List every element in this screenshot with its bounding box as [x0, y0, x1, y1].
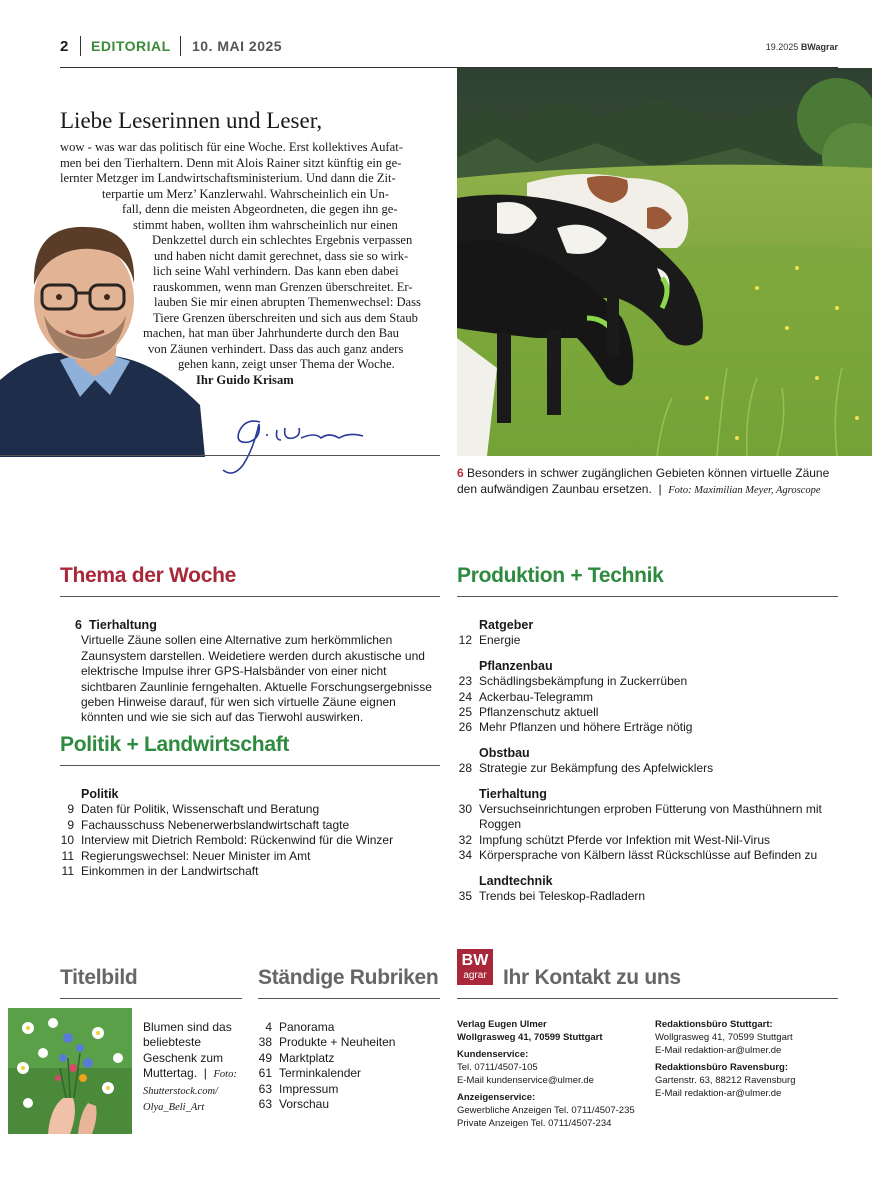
- rubriken-list: [250, 1020, 440, 1112]
- toc-page: 34: [458, 848, 472, 863]
- produktion-list: [450, 618, 840, 905]
- toc-page: 9: [67, 802, 74, 817]
- caption-number: 6: [457, 466, 464, 480]
- produktion-category: Pflanzenbau: [479, 658, 553, 673]
- toc-title: Fachausschuss Nebenerwerbslandwirtschaft tagte: [81, 817, 350, 832]
- kontakt-redaktion: [655, 1018, 840, 1100]
- toc-page: 24: [458, 689, 472, 704]
- toc-page: 11: [61, 848, 74, 863]
- toc-page: 61: [258, 1066, 272, 1081]
- toc-title: Ackerbau-Telegramm: [479, 689, 594, 704]
- toc-item[interactable]: [450, 690, 840, 705]
- editorial-line: lich seine Wahl verhindern. Das kann eben dabei: [153, 264, 399, 278]
- toc-title: Daten für Politik, Wissenschaft und Beratung: [81, 802, 320, 817]
- thema-description: Virtuelle Zäune sollen eine Alternative zum herkömmlichen Zaunsystem darstellen. Weidetiere werden durch akustische und elektrische Impulse ihrer GPS-Halsbänder von einer nicht sichtbaren Zaunlinie ferngehalten. Aktuelle Forschungsergebnisse geben Hinweise darauf, für wen sich virtuelle Zäune eignen könnten und wie sie sich auf das Tierwohl auswirken.: [81, 633, 432, 725]
- toc-item[interactable]: [250, 1020, 440, 1035]
- toc-page: 4: [265, 1020, 272, 1034]
- toc-page: 63: [258, 1097, 272, 1112]
- editorial-signoff: Ihr Guido Krisam: [196, 372, 294, 387]
- toc-page: 10: [60, 833, 74, 848]
- editorial-text: [60, 140, 438, 388]
- toc-title: Interview mit Dietrich Rembold: Rückenwind für die Winzer: [81, 833, 394, 848]
- produktion-category: Ratgeber: [479, 618, 534, 632]
- caption-credit: Foto: Maximilian Meyer, Agroscope: [668, 485, 821, 496]
- toc-item[interactable]: [60, 864, 440, 879]
- ravensburg-label: Redaktionsbüro Ravensburg:: [655, 1062, 789, 1073]
- publisher-address: Wollgrasweg 41, 70599 Stuttgart: [457, 1032, 603, 1043]
- titelbild-heading: Titelbild: [60, 966, 242, 999]
- thema-heading: Thema der Woche: [60, 564, 440, 597]
- toc-page: 30: [458, 802, 472, 817]
- cover-photo-cows: [457, 68, 872, 456]
- anzeigen-label: Anzeigenservice:: [457, 1092, 536, 1103]
- rubriken-heading: Ständige Rubriken: [258, 966, 440, 999]
- section-label: EDITORIAL: [91, 38, 171, 54]
- toc-title: Energie: [479, 633, 521, 648]
- toc-title: Pflanzenschutz aktuell: [479, 705, 599, 720]
- caption-text: Besonders in schwer zugänglichen Gebieten können virtuelle Zäune den aufwändigen Zaunbau ersetzen.: [457, 466, 830, 496]
- header-divider: [80, 36, 81, 56]
- toc-item[interactable]: [250, 1035, 440, 1050]
- photo-caption: 6 Besonders in schwer zugänglichen Gebieten können virtuelle Zäune den aufwändigen Zaunbau ersetzen. | Foto: Maximilian Meyer, Agroscope: [457, 466, 830, 496]
- anzeigen-privat[interactable]: Private Anzeigen Tel. 0711/4507-234: [457, 1118, 612, 1129]
- stuttgart-mail[interactable]: E-Mail redaktion-ar@ulmer.de: [655, 1045, 782, 1056]
- toc-title: Vorschau: [279, 1097, 330, 1112]
- editorial-line: lauben Sie mir einen abrupten Themenwechsel: Dass: [154, 295, 421, 309]
- editorial-title: Liebe Leserinnen und Leser,: [60, 108, 323, 133]
- editorial-line: lernter Metzger im Landwirtschaftsministerium. Und dann die Zit-: [60, 171, 396, 185]
- thema-title: Tierhaltung: [89, 618, 157, 632]
- toc-item[interactable]: [450, 761, 840, 776]
- editorial-line: wow - was war das politisch für eine Woche. Erst kollektives Aufat-: [60, 140, 403, 154]
- editorial-line: fall, denn die meisten Abgeordneten, die gegen ihn ge-: [122, 202, 398, 216]
- toc-title: Strategie zur Bekämpfung des Apfelwicklers: [479, 761, 714, 776]
- page-header: [60, 36, 838, 68]
- editorial-line: gehen kann, zeigt unser Thema der Woche.: [178, 357, 395, 371]
- logo-subtext: agrar: [463, 970, 487, 981]
- toc-item[interactable]: [250, 1051, 440, 1066]
- editorial-line: Denkzettel durch ein schlechtes Ergebnis verpassen: [152, 233, 413, 247]
- ravensburg-address: Gartenstr. 63, 88212 Ravensburg: [655, 1075, 796, 1086]
- ravensburg-mail[interactable]: E-Mail redaktion-ar@ulmer.de: [655, 1088, 782, 1099]
- stuttgart-label: Redaktionsbüro Stuttgart:: [655, 1019, 773, 1030]
- toc-title: Marktplatz: [279, 1050, 335, 1065]
- author-signature: [215, 410, 375, 480]
- editorial-line: rauskommen, wenn man Grenzen überschreitet. Er-: [153, 279, 413, 294]
- toc-item[interactable]: [250, 1082, 440, 1097]
- produktion-heading: Produktion + Technik: [457, 564, 838, 597]
- toc-page: 38: [258, 1035, 272, 1050]
- editorial-divider: [0, 455, 440, 456]
- publisher-name: Verlag Eugen Ulmer: [457, 1019, 547, 1030]
- titelbild-credit: Foto: Shutterstock.com/ Olya_Beli_Art: [143, 1069, 237, 1114]
- toc-title: Produkte + Neuheiten: [279, 1035, 396, 1050]
- issue-info: [766, 42, 838, 52]
- toc-title: Regierungswechsel: Neuer Minister im Amt: [81, 848, 311, 863]
- toc-page: 12: [458, 633, 472, 648]
- toc-item[interactable]: [60, 802, 440, 817]
- toc-page: 35: [458, 889, 472, 904]
- toc-title: Mehr Pflanzen und höhere Erträge nötig: [479, 720, 693, 735]
- toc-title: Impressum: [279, 1081, 339, 1096]
- logo-text: BW: [461, 952, 489, 969]
- toc-page: 11: [61, 864, 74, 879]
- toc-item[interactable]: [250, 1066, 440, 1081]
- toc-page: 28: [458, 761, 472, 776]
- toc-item[interactable]: [450, 848, 840, 863]
- produktion-category: Tierhaltung: [479, 786, 547, 801]
- page-number: 2: [60, 38, 69, 55]
- brand-name: BWagrar: [800, 42, 838, 52]
- anzeigen-gewerblich[interactable]: Gewerbliche Anzeigen Tel. 0711/4507-235: [457, 1105, 635, 1116]
- editorial-line: stimmt haben, wollten ihm wahrscheinlich nur einen: [133, 217, 398, 232]
- politik-category: Politik: [81, 787, 119, 801]
- editorial-line: terpartie um Merz’ Kanzlerwahl. Wahrscheinlich ein Un-: [102, 186, 390, 201]
- cover-image-flowers: [8, 1008, 132, 1134]
- header-divider: [180, 36, 181, 56]
- toc-item[interactable]: [60, 818, 440, 833]
- kundenservice-label: Kundenservice:: [457, 1049, 529, 1060]
- politik-list: [60, 787, 440, 879]
- kundenservice-mail[interactable]: E-Mail kundenservice@ulmer.de: [457, 1075, 594, 1086]
- toc-title: Schädlingsbekämpfung in Zuckerrüben: [479, 674, 688, 689]
- titelbild-text: Blumen sind das beliebteste Geschenk zum Muttertag.: [143, 1020, 232, 1081]
- toc-title: Terminkalender: [279, 1066, 362, 1081]
- issue-date: 10. MAI 2025: [192, 38, 283, 54]
- toc-title: Einkommen in der Landwirtschaft: [81, 864, 259, 879]
- toc-page: 32: [458, 832, 472, 847]
- editorial-line: men bei den Tierhaltern. Denn mit Alois Rainer sitzt künftig ein ge-: [60, 155, 402, 170]
- toc-item[interactable]: [60, 849, 440, 864]
- editorial-line: Tiere Grenzen überschreiten und sich aus dem Staub: [153, 310, 418, 325]
- editorial-line: und haben nicht damit gerechnet, dass sie so wirk-: [154, 248, 409, 263]
- toc-page: 23: [458, 674, 472, 689]
- produktion-category: Obstbau: [479, 745, 530, 760]
- toc-item[interactable]: [250, 1097, 440, 1112]
- toc-item[interactable]: [450, 833, 840, 848]
- toc-page: 26: [458, 720, 472, 735]
- toc-item[interactable]: [450, 705, 840, 720]
- toc-title: Körpersprache von Kälbern lässt Rückschlüsse auf Befinden zu: [479, 848, 818, 863]
- toc-title: Panorama: [279, 1020, 335, 1034]
- toc-item[interactable]: [450, 889, 840, 904]
- toc-page: 49: [258, 1050, 272, 1065]
- toc-title: Versuchseinrichtungen erproben Fütterung von Masthühnern mit Roggen: [479, 802, 822, 832]
- toc-title: Impfung schützt Pferde vor Infektion mit West-Nil-Virus: [479, 832, 770, 847]
- politik-heading: Politik + Landwirtschaft: [60, 733, 440, 766]
- toc-title: Trends bei Teleskop-Radladern: [479, 889, 646, 904]
- editorial-line: von Zäunen verhindert. Dass das auch ganz anders: [148, 341, 404, 356]
- stuttgart-address: Wollgrasweg 41, 70599 Stuttgart: [655, 1032, 793, 1043]
- kontakt-verlag: [457, 1018, 647, 1130]
- toc-item[interactable]: [450, 633, 840, 648]
- produktion-category: Landtechnik: [479, 873, 553, 888]
- kontakt-heading: Ihr Kontakt zu uns: [457, 966, 838, 999]
- kundenservice-tel[interactable]: Tel. 0711/4507-105: [457, 1062, 538, 1073]
- thema-page: 6: [75, 618, 82, 632]
- toc-item[interactable]: [450, 802, 840, 833]
- toc-page: 25: [458, 705, 472, 720]
- titelbild-caption: Blumen sind das beliebteste Geschenk zum Muttertag. | Foto: Shutterstock.com/ Olya_Beli_Art: [143, 1020, 237, 1114]
- thema-entry[interactable]: [60, 618, 440, 726]
- toc-page: 63: [258, 1081, 272, 1096]
- toc-item[interactable]: [450, 720, 840, 735]
- issue-number: 19.2025: [765, 42, 799, 52]
- toc-page: 9: [67, 817, 74, 832]
- editorial-line: machen, hat man über Jahrhunderte durch den Bau: [143, 326, 399, 340]
- toc-item[interactable]: [450, 674, 840, 689]
- toc-item[interactable]: [60, 833, 440, 848]
